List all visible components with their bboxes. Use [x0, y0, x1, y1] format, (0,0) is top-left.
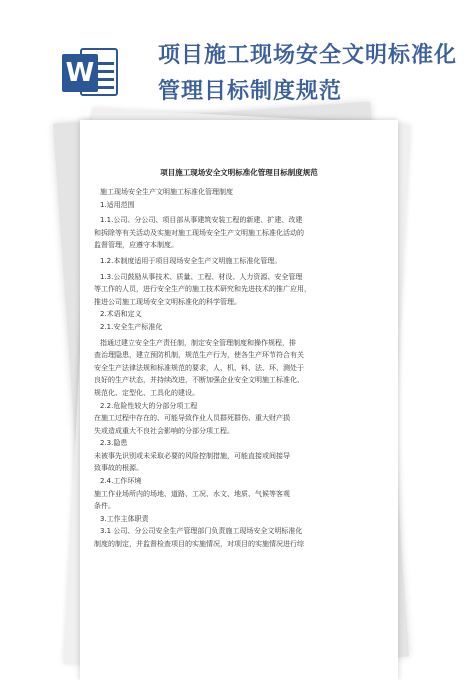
paragraph: 查治理隐患，建立预防机制，规范生产行为，使各生产环节符合有关: [94, 351, 304, 360]
paragraph: 安全生产法律法规和标准规范的要求，人、机、料、法、环、测处于: [94, 363, 304, 372]
header: [0, 0, 474, 118]
section-heading: 2.1.安全生产标准化: [100, 322, 163, 331]
paragraph: 致事故的根源。: [94, 464, 143, 473]
page-title-line-2: 管理目标制度规范: [158, 79, 343, 104]
paragraph: 1.3.公司鼓励从事技术、质量、工程、材设、人力资源、安全管理: [100, 272, 303, 281]
paragraph: 等工作的人员，进行安全生产的施工技术研究和先进技术的推广应用，: [94, 285, 311, 294]
section-heading: 2.3.隐患: [100, 439, 128, 448]
section-heading: 2.2.危险性较大的分部分项工程: [100, 401, 198, 410]
document-body: [94, 186, 384, 551]
paragraph: 监督管理，应遵守本制度。: [94, 241, 178, 250]
word-icon-line: [96, 86, 114, 89]
paragraph: 良好的生产状态，并持续改进，不断加强企业安全文明施工标准化、: [94, 376, 304, 385]
word-icon-line: [96, 62, 114, 65]
paragraph: 在施工过程中存在的、可能导致作业人员群死群伤、重大财产损: [94, 414, 290, 423]
word-icon-letter: W: [62, 54, 98, 92]
paragraph: 条件。: [94, 502, 115, 511]
word-document-icon: [62, 44, 118, 100]
section-heading: 1.适用范围: [100, 200, 135, 209]
paragraph: 指通过建立安全生产责任制，制定安全管理制度和操作规程，排: [100, 338, 296, 347]
paragraph: 3.1 公司、分公司安全生产管理部门负责施工现场安全文明标准化: [100, 527, 303, 536]
paragraph: 施工现场安全生产文明施工标准化管理制度: [100, 188, 233, 196]
paragraph: 1.1.公司、分公司、项目部从事建筑安装工程的新建、扩建、改建: [100, 216, 303, 225]
paragraph: 制度的制定，并监督检查项目的实施情况，对项目的实施情况进行综: [94, 540, 304, 549]
page-title-line-1: 项目施工现场安全文明标准化: [158, 43, 458, 68]
page-title: [158, 38, 458, 110]
word-icon-line: [96, 78, 114, 81]
section-heading: 3.工作主体职责: [100, 514, 149, 523]
document-title: 项目施工现场安全文明标准化管理目标制度规范: [160, 168, 318, 177]
paragraph: 1.2.本制度适用于项目现场安全生产文明施工标准化管理。: [100, 256, 282, 265]
document-page: [80, 120, 398, 680]
word-icon-line: [96, 70, 114, 73]
section-heading: 2.4.工作环境: [100, 477, 142, 486]
paragraph: 未被事先识别或未采取必要的风险控制措施，可能直接或间接导: [94, 451, 290, 460]
paragraph: 规范化、定型化、工具化的建设。: [94, 388, 199, 397]
paragraph: 推进公司施工现场安全文明标准化的科学管理。: [94, 297, 241, 306]
paragraph: 失或造成重大不良社会影响的分部分项工程。: [94, 426, 234, 435]
paragraph: 和拆除等有关活动及实施对施工现场安全生产文明施工标准化活动的: [94, 228, 304, 237]
section-heading: 2.术语和定义: [100, 310, 142, 319]
paragraph: 施工作业场所内的场地、道路、工况、水文、地质、气候等客观: [94, 489, 290, 498]
